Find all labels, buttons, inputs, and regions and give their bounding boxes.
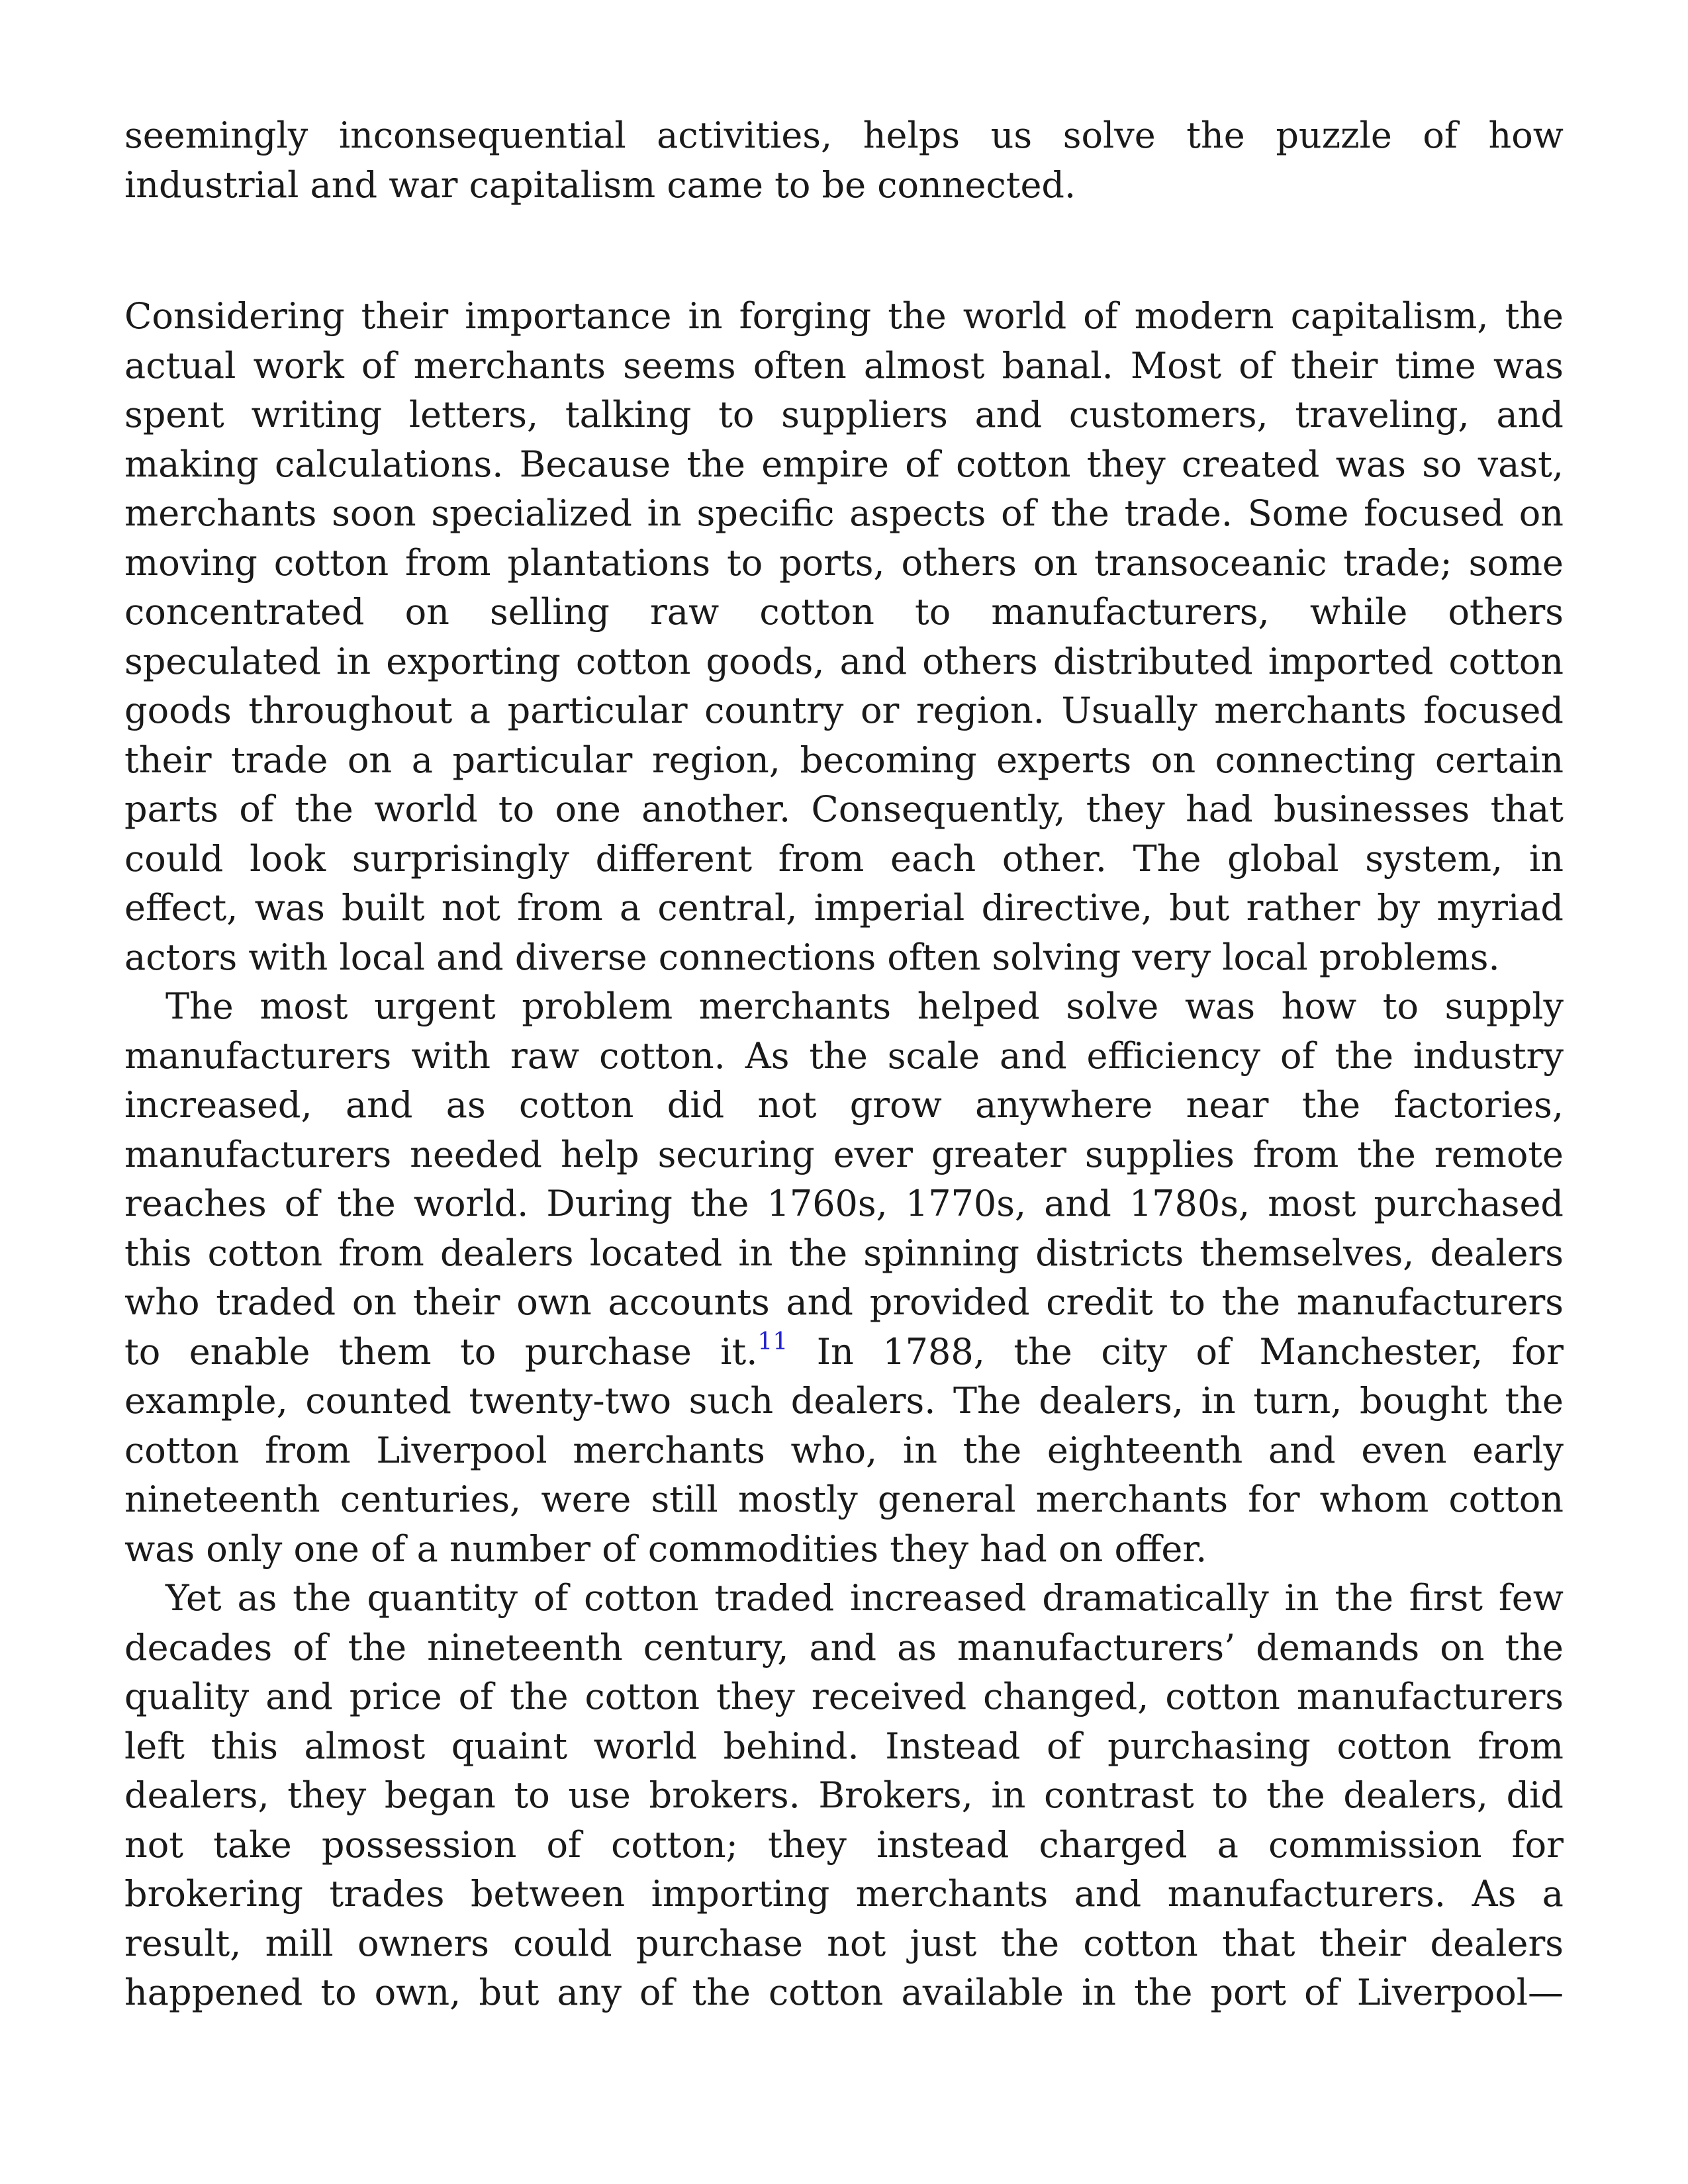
paragraph-brokers bbox=[124, 1574, 1564, 2018]
text-line: reaches of the world. During the 1760s, 1770s, and 1780s, most purchased bbox=[124, 1183, 1564, 1224]
text-line: actors with local and diverse connections often solving very local problems. bbox=[124, 936, 1500, 978]
page-body bbox=[124, 111, 1564, 2018]
text-run: In 1788, the city of Manchester, for bbox=[788, 1330, 1564, 1373]
text-line: brokering trades between importing merchants and manufacturers. As a bbox=[124, 1873, 1564, 1915]
footnote-link[interactable]: 11 bbox=[757, 1328, 788, 1355]
text-line: nineteenth centuries, were still mostly general merchants for whom cotton bbox=[124, 1479, 1564, 1520]
text-line: left this almost quaint world behind. Instead of purchasing cotton from bbox=[124, 1725, 1564, 1767]
text-line: parts of the world to one another. Consequently, they had businesses that bbox=[124, 788, 1564, 830]
text-line: actual work of merchants seems often almost banal. Most of their time was bbox=[124, 344, 1564, 387]
section-break bbox=[124, 210, 1564, 292]
text-line: manufacturers needed help securing ever greater supplies from the remote bbox=[124, 1133, 1564, 1175]
text-line: manufacturers with raw cotton. As the scale and efficiency of the industry bbox=[124, 1034, 1564, 1077]
text-line: quality and price of the cotton they received changed, cotton manufacturers bbox=[124, 1676, 1564, 1717]
text-line: goods throughout a particular country or region. Usually merchants focused bbox=[124, 690, 1564, 731]
text-line: this cotton from dealers located in the spinning districts themselves, dealers bbox=[124, 1232, 1564, 1274]
text-line: The most urgent problem merchants helped solve was how to supply bbox=[165, 985, 1564, 1027]
text-line: could look surprisingly different from each other. The global system, in bbox=[124, 837, 1564, 880]
text-line: example, counted twenty-two such dealers. The dealers, in turn, bought the bbox=[124, 1380, 1564, 1422]
paragraph-merchants-work bbox=[124, 292, 1564, 982]
text-line: Yet as the quantity of cotton traded increased dramatically in the first few bbox=[165, 1577, 1564, 1619]
text-line: concentrated on selling raw cotton to manufacturers, while others bbox=[124, 591, 1564, 633]
text-line: was only one of a number of commodities they had on offer. bbox=[124, 1527, 1207, 1570]
text-line: result, mill owners could purchase not just the cotton that their dealers bbox=[124, 1922, 1564, 1964]
text-line: Considering their importance in forging the world of modern capitalism, the bbox=[124, 295, 1564, 337]
text-line: making calculations. Because the empire of cotton they created was so vast, bbox=[124, 443, 1564, 485]
text-line: speculated in exporting cotton goods, and others distributed imported cotton bbox=[124, 640, 1564, 682]
text-line: happened to own, but any of the cotton available in the port of Liverpool— bbox=[124, 1972, 1564, 2013]
text-line: dealers, they began to use brokers. Brokers, in contrast to the dealers, did bbox=[124, 1774, 1564, 1816]
text-line: who traded on their own accounts and provided credit to the manufacturers bbox=[124, 1281, 1564, 1323]
text-line: industrial and war capitalism came to be connected. bbox=[124, 163, 1076, 206]
text-line: cotton from Liverpool merchants who, in the eighteenth and even early bbox=[124, 1429, 1564, 1471]
text-line: decades of the nineteenth century, and as manufacturers’ demands on the bbox=[124, 1626, 1564, 1668]
text-line: merchants soon specialized in specific aspects of the trade. Some focused on bbox=[124, 492, 1564, 534]
text-line: moving cotton from plantations to ports, others on transoceanic trade; some bbox=[124, 541, 1564, 584]
text-line: spent writing letters, talking to suppliers and customers, traveling, and bbox=[124, 394, 1564, 435]
text-run: to enable them to purchase it. bbox=[124, 1330, 758, 1373]
text-line: their trade on a particular region, becoming experts on connecting certain bbox=[124, 739, 1564, 781]
text-line: seemingly inconsequential activities, helps us solve the puzzle of how bbox=[124, 114, 1564, 156]
text-line-with-note bbox=[124, 1328, 1564, 1377]
text-line: effect, was built not from a central, imperial directive, but rather by myriad bbox=[124, 887, 1564, 929]
paragraph-raw-cotton-supply bbox=[124, 982, 1564, 1574]
text-line: increased, and as cotton did not grow anywhere near the factories, bbox=[124, 1084, 1564, 1126]
text-line: not take possession of cotton; they instead charged a commission for bbox=[124, 1823, 1564, 1866]
paragraph-continued bbox=[124, 111, 1564, 210]
